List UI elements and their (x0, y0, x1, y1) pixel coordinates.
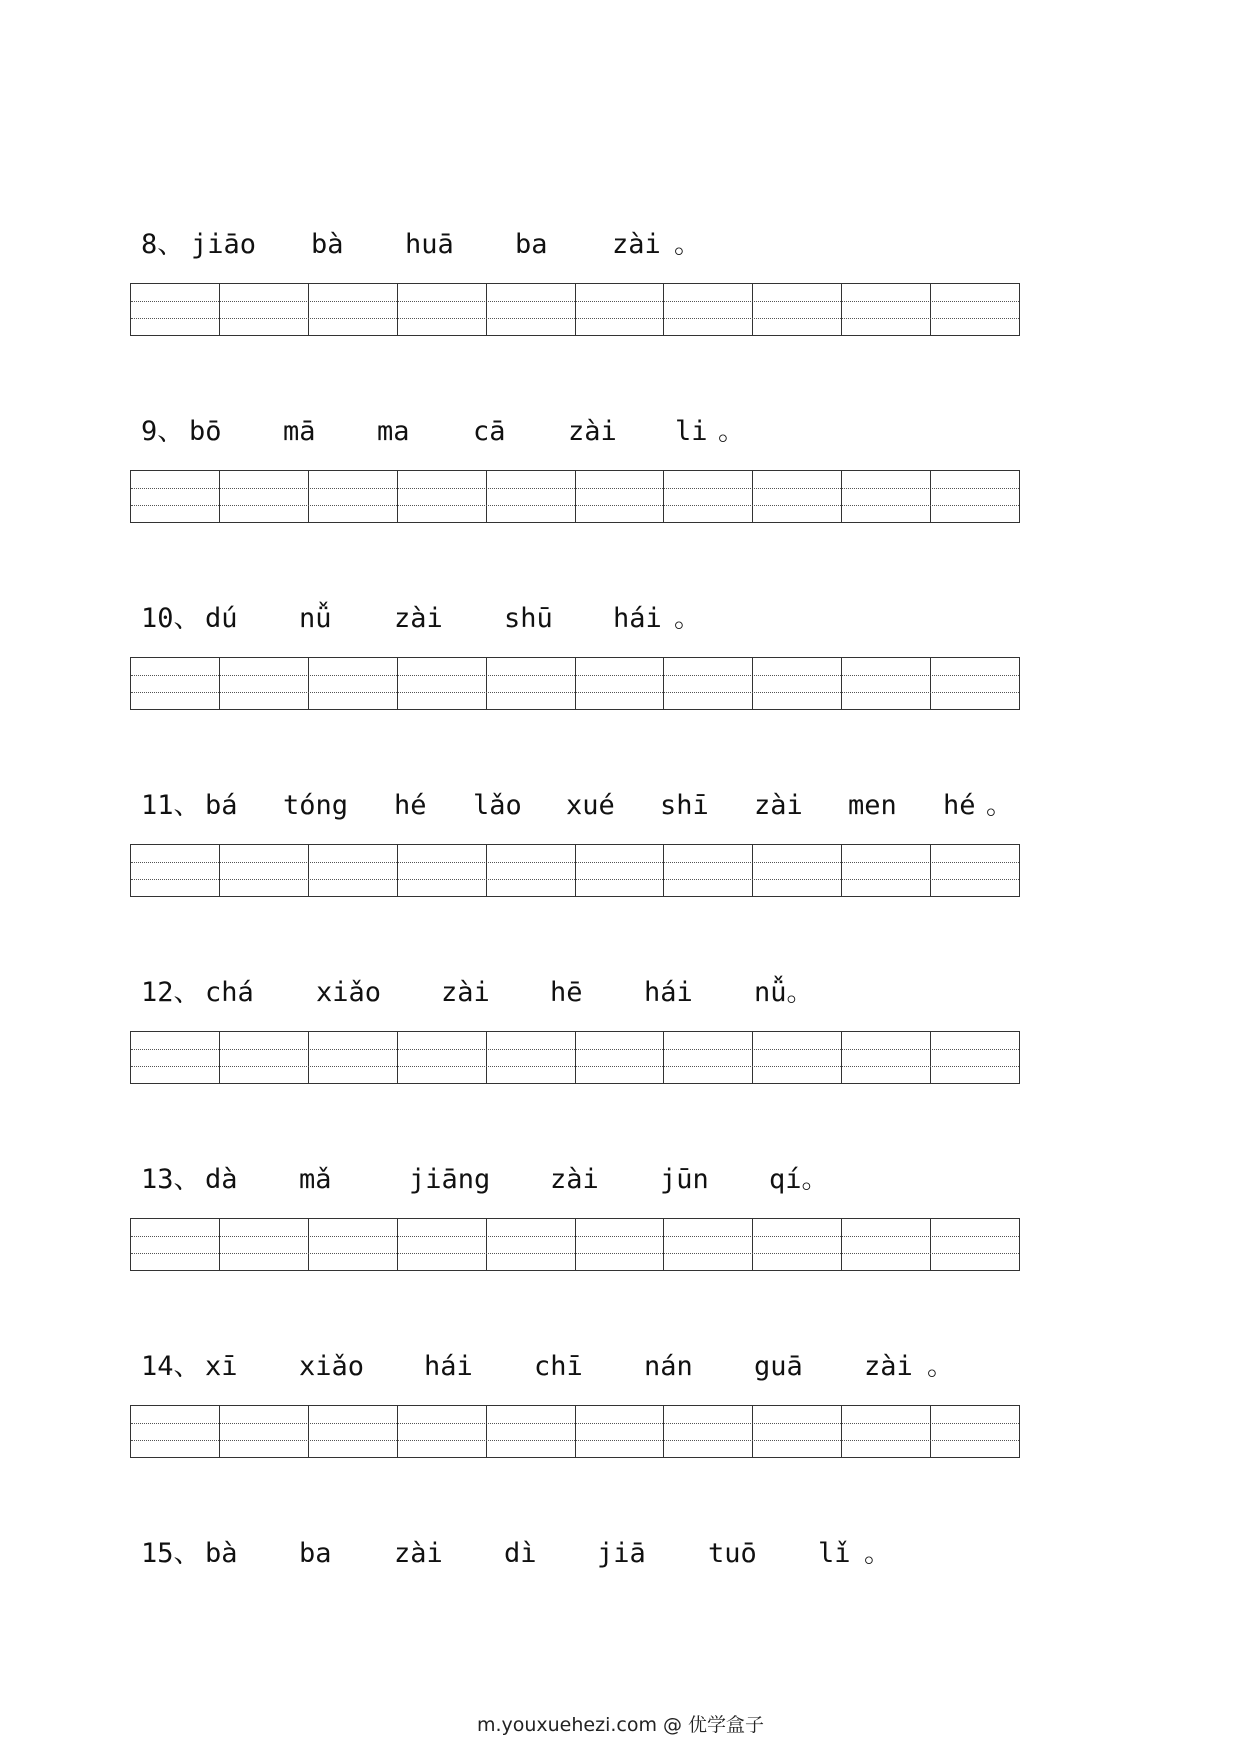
syllable: 。 (927, 1351, 954, 1382)
item-number: 15、 (141, 1538, 201, 1569)
writing-grid[interactable] (130, 283, 1020, 336)
syllable: 。 (718, 416, 745, 447)
syllable: lǎo (473, 790, 522, 821)
grid-cell[interactable] (576, 1032, 665, 1083)
grid-cell[interactable] (842, 1406, 931, 1457)
grid-cell[interactable] (664, 1219, 753, 1270)
writing-grid[interactable] (130, 657, 1020, 710)
grid-cell[interactable] (220, 1219, 309, 1270)
grid-cell[interactable] (220, 845, 309, 896)
syllable: 。 (674, 229, 701, 260)
syllable: nǚ (299, 603, 332, 634)
syllable: nán (644, 1351, 693, 1382)
grid-cell[interactable] (931, 284, 1019, 335)
grid-cell[interactable] (309, 1032, 398, 1083)
grid-cell[interactable] (487, 1406, 576, 1457)
syllable: chī (534, 1351, 583, 1382)
syllable: hái (613, 603, 662, 634)
syllable: dì (504, 1538, 537, 1569)
syllable: huā (405, 229, 454, 260)
syllable: hé (394, 790, 427, 821)
grid-cell[interactable] (309, 1219, 398, 1270)
grid-cell[interactable] (753, 284, 842, 335)
grid-cell[interactable] (309, 845, 398, 896)
syllable: hé (943, 790, 976, 821)
syllable: bà (205, 1538, 238, 1569)
syllable: ba (299, 1538, 332, 1569)
item-number: 10、 (141, 603, 201, 634)
grid-cell[interactable] (753, 1032, 842, 1083)
grid-cell[interactable] (753, 1406, 842, 1457)
grid-cell[interactable] (398, 845, 487, 896)
grid-cell[interactable] (220, 284, 309, 335)
item-number: 14、 (141, 1351, 201, 1382)
syllable: zài (864, 1351, 913, 1382)
grid-cell[interactable] (131, 1219, 220, 1270)
item-number: 12、 (141, 977, 201, 1008)
grid-cell[interactable] (753, 845, 842, 896)
syllable: bō (189, 416, 222, 447)
grid-cell[interactable] (842, 1032, 931, 1083)
grid-cell[interactable] (576, 1406, 665, 1457)
grid-cell[interactable] (664, 658, 753, 709)
writing-grid[interactable] (130, 1218, 1020, 1271)
grid-cell[interactable] (576, 658, 665, 709)
grid-cell[interactable] (931, 1406, 1019, 1457)
grid-cell[interactable] (398, 284, 487, 335)
grid-cell[interactable] (309, 658, 398, 709)
grid-cell[interactable] (931, 658, 1019, 709)
grid-cell[interactable] (487, 1032, 576, 1083)
grid-cell[interactable] (220, 658, 309, 709)
grid-cell[interactable] (931, 845, 1019, 896)
syllable: zài (612, 229, 661, 260)
grid-cell[interactable] (398, 471, 487, 522)
grid-cell[interactable] (664, 1032, 753, 1083)
syllable: zài (394, 1538, 443, 1569)
grid-cell[interactable] (131, 284, 220, 335)
grid-cell[interactable] (131, 471, 220, 522)
footer-watermark: m.youxuehezi.com @ 优学盒子 (476, 1714, 765, 1736)
grid-cell[interactable] (842, 658, 931, 709)
syllable: zài (568, 416, 617, 447)
syllable: zài (550, 1164, 599, 1195)
syllable: shū (504, 603, 553, 634)
syllable: tuō (708, 1538, 757, 1569)
writing-grid[interactable] (130, 1031, 1020, 1084)
item-number: 9、 (141, 416, 185, 447)
syllable: jiā (597, 1538, 646, 1569)
syllable: hái (644, 977, 693, 1008)
grid-cell[interactable] (664, 845, 753, 896)
syllable: mǎ (299, 1164, 332, 1195)
grid-cell[interactable] (576, 471, 665, 522)
syllable: nǚ。 (754, 977, 814, 1008)
syllable: hái (424, 1351, 473, 1382)
syllable: li (675, 416, 708, 447)
syllable: shī (660, 790, 709, 821)
grid-cell[interactable] (487, 845, 576, 896)
grid-cell[interactable] (664, 284, 753, 335)
grid-cell[interactable] (487, 1219, 576, 1270)
writing-grid[interactable] (130, 844, 1020, 897)
syllable: 。 (986, 790, 1013, 821)
grid-cell[interactable] (487, 284, 576, 335)
grid-cell[interactable] (131, 1406, 220, 1457)
grid-cell[interactable] (931, 1032, 1019, 1083)
grid-cell[interactable] (576, 284, 665, 335)
syllable: 。 (864, 1538, 891, 1569)
syllable: jiāo (191, 229, 257, 260)
writing-grid[interactable] (130, 1405, 1020, 1458)
syllable: jūn (660, 1164, 709, 1195)
syllable: dú (205, 603, 238, 634)
grid-cell[interactable] (842, 471, 931, 522)
syllable: chá (205, 977, 254, 1008)
grid-cell[interactable] (664, 471, 753, 522)
grid-cell[interactable] (664, 1406, 753, 1457)
grid-cell[interactable] (576, 1219, 665, 1270)
grid-cell[interactable] (931, 1219, 1019, 1270)
item-number: 11、 (141, 790, 201, 821)
grid-cell[interactable] (220, 1406, 309, 1457)
grid-cell[interactable] (753, 658, 842, 709)
grid-cell[interactable] (487, 471, 576, 522)
grid-cell[interactable] (398, 1032, 487, 1083)
grid-cell[interactable] (131, 1032, 220, 1083)
syllable: ba (515, 229, 548, 260)
syllable: xī (205, 1351, 238, 1382)
grid-cell[interactable] (842, 284, 931, 335)
grid-cell[interactable] (931, 471, 1019, 522)
syllable: zài (394, 603, 443, 634)
syllable: men (848, 790, 897, 821)
syllable: xiǎo (299, 1351, 365, 1382)
syllable: qí。 (769, 1164, 829, 1195)
grid-cell[interactable] (842, 1219, 931, 1270)
grid-cell[interactable] (398, 658, 487, 709)
syllable: zài (441, 977, 490, 1008)
grid-cell[interactable] (309, 1406, 398, 1457)
syllable: dà (205, 1164, 238, 1195)
grid-cell[interactable] (487, 658, 576, 709)
syllable: jiāng (409, 1164, 491, 1195)
syllable: lǐ (818, 1538, 851, 1569)
grid-cell[interactable] (131, 845, 220, 896)
grid-cell[interactable] (309, 471, 398, 522)
syllable: xiǎo (316, 977, 382, 1008)
grid-cell[interactable] (309, 284, 398, 335)
syllable: bà (311, 229, 344, 260)
syllable: bá (205, 790, 238, 821)
syllable: guā (754, 1351, 803, 1382)
grid-cell[interactable] (398, 1406, 487, 1457)
grid-cell[interactable] (220, 471, 309, 522)
grid-cell[interactable] (220, 1032, 309, 1083)
grid-cell[interactable] (842, 845, 931, 896)
writing-grid[interactable] (130, 470, 1020, 523)
syllable: ma (377, 416, 410, 447)
item-number: 8、 (141, 229, 185, 260)
grid-cell[interactable] (753, 1219, 842, 1270)
grid-cell[interactable] (398, 1219, 487, 1270)
grid-cell[interactable] (576, 845, 665, 896)
syllable: hē (550, 977, 583, 1008)
syllable: cā (473, 416, 506, 447)
syllable: xué (566, 790, 615, 821)
grid-cell[interactable] (131, 658, 220, 709)
syllable: zài (754, 790, 803, 821)
syllable: tóng (283, 790, 349, 821)
syllable: 。 (674, 603, 701, 634)
syllable: mā (283, 416, 316, 447)
item-number: 13、 (141, 1164, 201, 1195)
grid-cell[interactable] (753, 471, 842, 522)
